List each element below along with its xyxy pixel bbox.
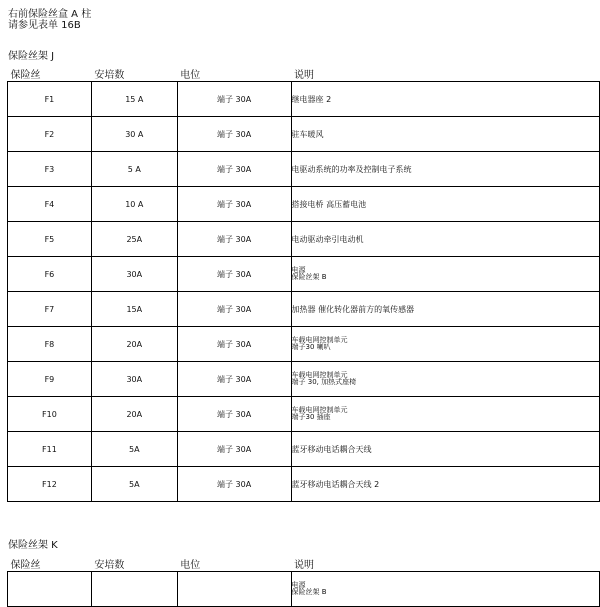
fuse-potential: 端子 30A	[177, 257, 291, 292]
fuse-description	[291, 292, 599, 327]
column-header-potential: 电位	[177, 556, 291, 572]
table-row	[8, 117, 600, 152]
description-line: 蓝牙移动电话耦合天线 2	[291, 479, 380, 489]
fuse-description	[291, 187, 599, 222]
fuse-potential	[177, 572, 291, 607]
column-header-potential: 电位	[177, 66, 291, 82]
table-row	[8, 152, 600, 187]
fuse-potential: 端子 30A	[177, 117, 291, 152]
description-line: 端子 30, 加热式座椅	[291, 378, 357, 386]
table-row	[8, 467, 600, 502]
fuse-id: F12	[8, 467, 92, 502]
document-header	[8, 9, 91, 31]
column-header-amperage: 安培数	[91, 66, 177, 82]
fuse-potential: 端子 30A	[177, 292, 291, 327]
fuse-amperage: 20A	[91, 397, 177, 432]
fuse-potential: 端子 30A	[177, 467, 291, 502]
fuse-table-j	[7, 66, 600, 502]
fuse-amperage: 5A	[91, 467, 177, 502]
description-line: 驻车暖风	[291, 129, 324, 139]
fuse-potential: 端子 30A	[177, 327, 291, 362]
fuse-amperage: 15 A	[91, 82, 177, 117]
column-header-description: 说明	[291, 66, 599, 82]
fuse-id: F9	[8, 362, 92, 397]
description-line: 车载电网控制单元	[291, 370, 348, 379]
section-title-j: 保险丝架 J	[8, 51, 55, 62]
fuse-id: F11	[8, 432, 92, 467]
description-line: 保险丝架 B	[291, 588, 327, 596]
fuse-amperage: 30A	[91, 257, 177, 292]
header-title: 右前保险丝盒 A 柱	[8, 9, 92, 20]
fuse-description	[291, 222, 599, 257]
fuse-id: F5	[8, 222, 92, 257]
fuse-potential: 端子 30A	[177, 82, 291, 117]
table-row	[8, 572, 600, 607]
column-header-fuse: 保险丝	[8, 66, 92, 82]
column-header-amperage: 安培数	[91, 556, 177, 572]
description-line: 端子30 插座	[291, 413, 331, 421]
column-header-fuse: 保险丝	[8, 556, 92, 572]
column-header-description: 说明	[291, 556, 599, 572]
fuse-id: F8	[8, 327, 92, 362]
fuse-potential: 端子 30A	[177, 152, 291, 187]
description-line: 加热器 催化转化器前方的氧传感器	[291, 304, 415, 314]
fuse-id: F2	[8, 117, 92, 152]
table-header-row	[8, 66, 600, 82]
table-row	[8, 362, 600, 397]
section-title-k: 保险丝架 K	[8, 540, 58, 551]
fuse-id: F10	[8, 397, 92, 432]
description-line: 搭接电桥 高压蓄电池	[291, 199, 367, 209]
fuse-rows-k	[8, 572, 600, 607]
fuse-amperage: 30 A	[91, 117, 177, 152]
fuse-table-k	[7, 556, 600, 607]
fuse-id: F7	[8, 292, 92, 327]
fuse-description	[291, 432, 599, 467]
fuse-id: F6	[8, 257, 92, 292]
description-line: 车载电网控制单元	[291, 335, 348, 344]
fuse-description	[291, 117, 599, 152]
fuse-id: F4	[8, 187, 92, 222]
description-line: 电源	[291, 265, 306, 274]
table-row	[8, 397, 600, 432]
description-line: 蓝牙移动电话耦合天线	[291, 444, 372, 454]
table-row	[8, 82, 600, 117]
fuse-id: F3	[8, 152, 92, 187]
table-row	[8, 257, 600, 292]
fuse-id	[8, 572, 92, 607]
table-header-row	[8, 556, 600, 572]
fuse-amperage: 5A	[91, 432, 177, 467]
description-line: 端子30 喇叭	[291, 343, 331, 351]
fuse-potential: 端子 30A	[177, 187, 291, 222]
fuse-description	[291, 467, 599, 502]
fuse-amperage: 5 A	[91, 152, 177, 187]
fuse-id: F1	[8, 82, 92, 117]
fuse-description	[291, 362, 599, 397]
fuse-potential: 端子 30A	[177, 222, 291, 257]
fuse-description	[291, 152, 599, 187]
fuse-description	[291, 572, 599, 607]
fuse-amperage: 15A	[91, 292, 177, 327]
fuse-amperage: 10 A	[91, 187, 177, 222]
fuse-description	[291, 257, 599, 292]
table-row	[8, 327, 600, 362]
fuse-amperage: 30A	[91, 362, 177, 397]
fuse-potential: 端子 30A	[177, 362, 291, 397]
fuse-amperage: 25A	[91, 222, 177, 257]
description-line: 电驱动系统的功率及控制电子系统	[291, 164, 412, 174]
table-row	[8, 432, 600, 467]
fuse-description	[291, 82, 599, 117]
fuse-rows-j	[8, 82, 600, 502]
header-reference: 请参见表单 16B	[8, 20, 81, 31]
description-line: 电动驱动牵引电动机	[291, 234, 364, 244]
description-line: 保险丝架 B	[291, 273, 327, 281]
fuse-description	[291, 397, 599, 432]
fuse-description	[291, 327, 599, 362]
description-line: 车载电网控制单元	[291, 405, 348, 414]
fuse-amperage: 20A	[91, 327, 177, 362]
table-row	[8, 222, 600, 257]
description-line: 电源	[291, 580, 306, 589]
description-line: 继电器座 2	[291, 94, 332, 104]
table-row	[8, 187, 600, 222]
fuse-potential: 端子 30A	[177, 432, 291, 467]
fuse-potential: 端子 30A	[177, 397, 291, 432]
table-row	[8, 292, 600, 327]
fuse-amperage	[91, 572, 177, 607]
